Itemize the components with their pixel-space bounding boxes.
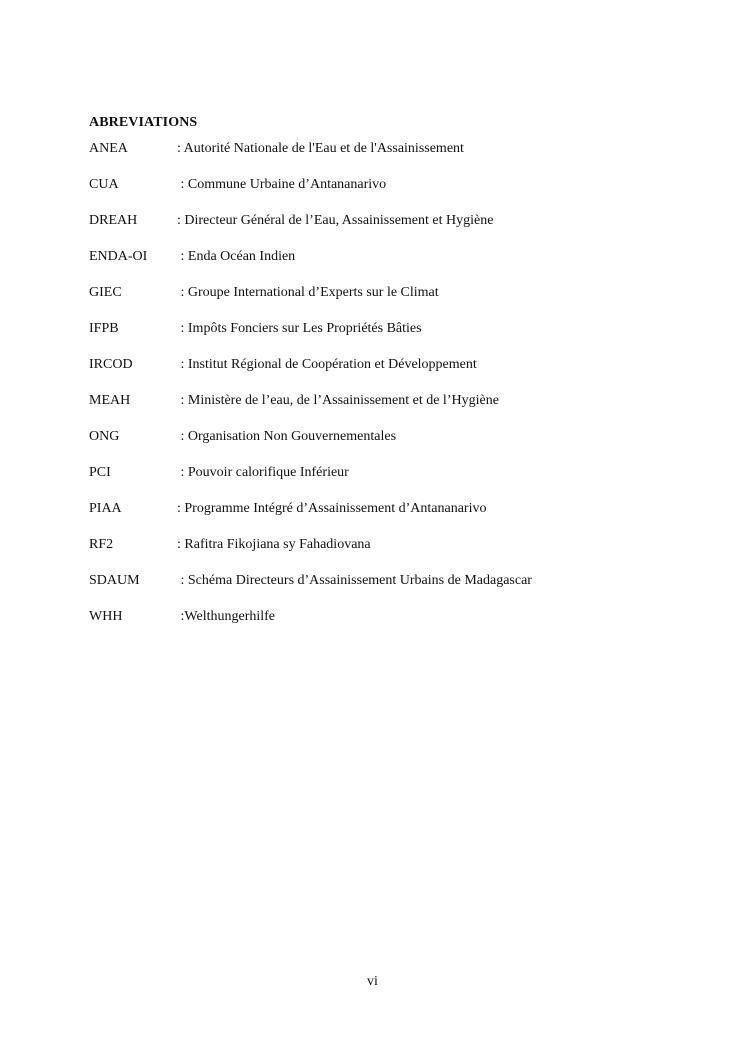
abbreviation-term: SDAUM [89,573,140,588]
abbreviation-term: ANEA [89,141,128,156]
abbreviation-definition: : Autorité Nationale de l'Eau et de l'Assainissement [177,141,464,156]
abbreviation-term: ONG [89,429,120,444]
abbreviation-definition: : Commune Urbaine d’Antananarivo [177,177,387,192]
abbreviation-term: RF2 [89,537,114,552]
abbreviation-definition: : Organisation Non Gouvernementales [177,429,397,444]
abbreviation-term: IRCOD [89,357,133,372]
abbreviation-definition: : Programme Intégré d’Assainissement d’Antananarivo [177,501,487,516]
abbreviation-definition: : Institut Régional de Coopération et Développement [177,357,477,372]
abbreviation-term: DREAH [89,213,138,228]
abbreviation-definition: : Ministère de l’eau, de l’Assainissement et de l’Hygiène [177,393,499,408]
abbreviation-term: MEAH [89,393,131,408]
abbreviation-definition: : Directeur Général de l’Eau, Assainissement et Hygiène [177,213,494,228]
page-title: ABREVIATIONS [89,115,198,130]
abbreviation-term: IFPB [89,321,119,336]
abbreviation-term: PCI [89,465,111,480]
abbreviation-definition: : Schéma Directeurs d’Assainissement Urbains de Madagascar [177,573,532,588]
abbreviation-term: PIAA [89,501,122,516]
abbreviation-term: GIEC [89,285,122,300]
abbreviation-definition: : Rafitra Fikojiana sy Fahadiovana [177,537,371,552]
abbreviation-term: WHH [89,609,123,624]
abbreviation-definition: :Welthungerhilfe [177,609,276,624]
abbreviation-term: CUA [89,177,119,192]
abbreviation-definition: : Pouvoir calorifique Inférieur [177,465,349,480]
abbreviation-definition: : Groupe International d’Experts sur le Climat [177,285,439,300]
abbreviation-definition: : Impôts Fonciers sur Les Propriétés Bâties [177,321,422,336]
abbreviation-term: ENDA-OI [89,249,148,264]
page-number: vi [367,974,378,989]
abbreviation-definition: : Enda Océan Indien [177,249,296,264]
